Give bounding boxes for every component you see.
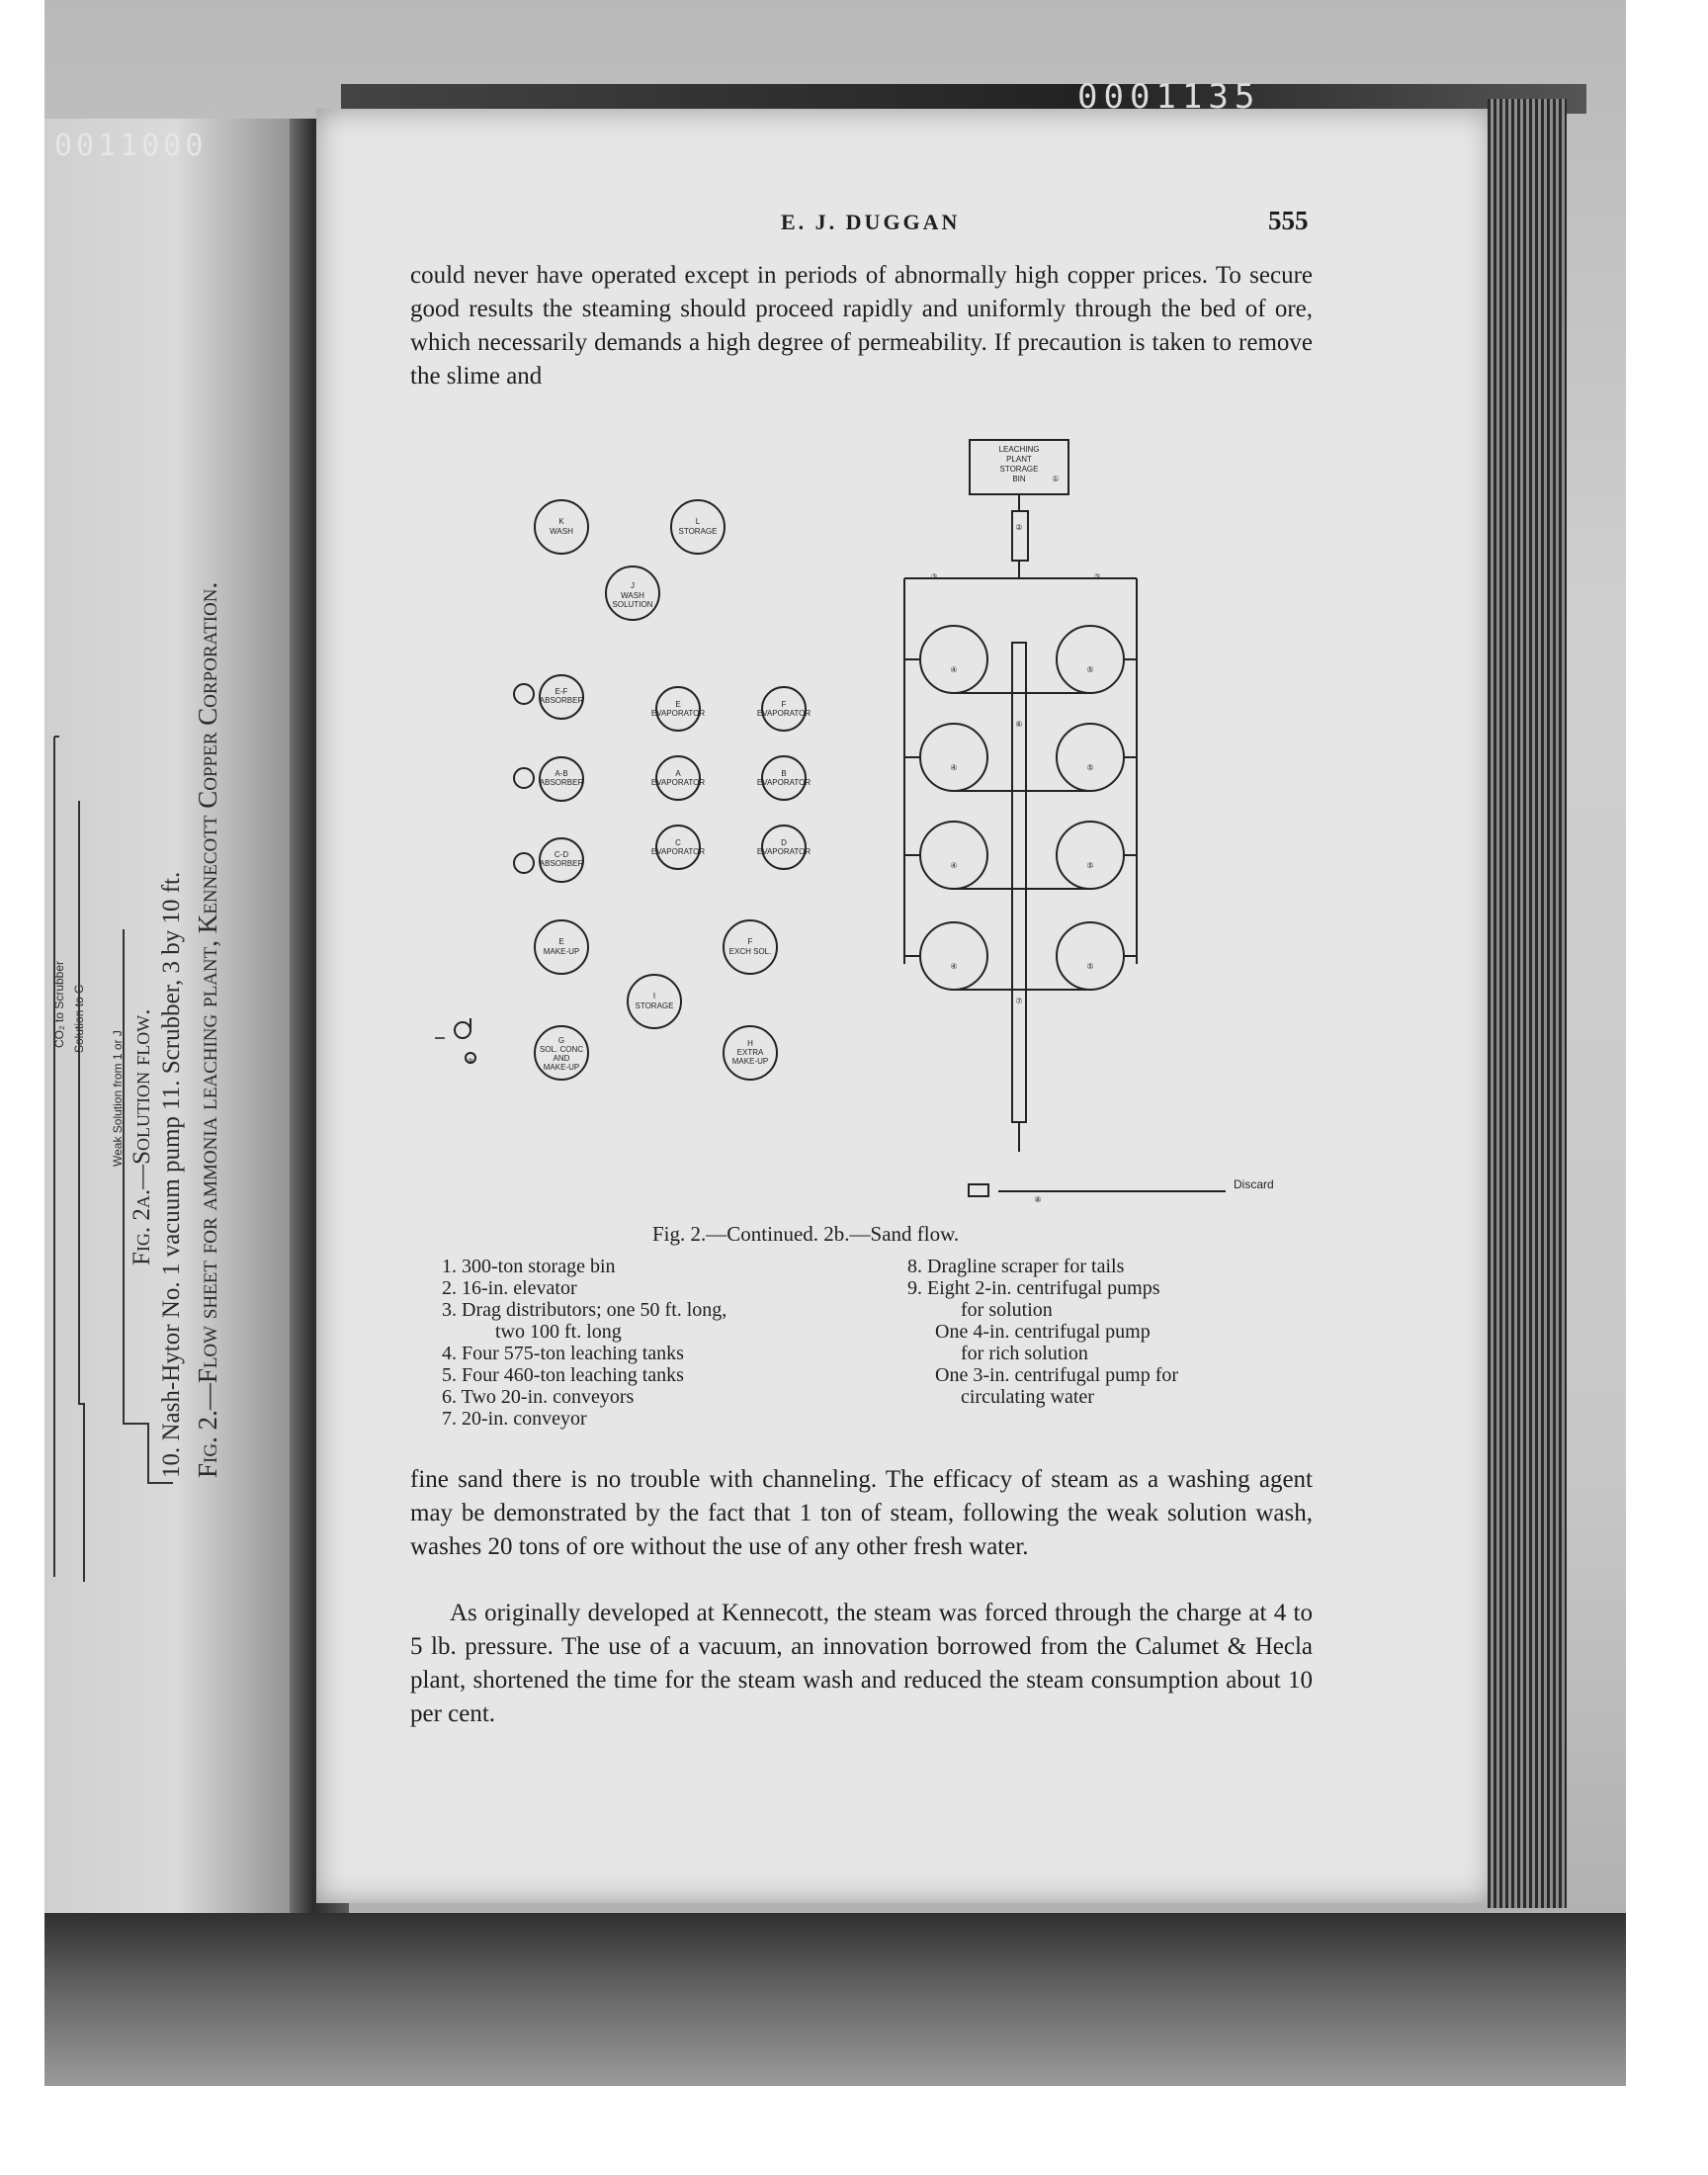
flow-sheet-figure: [435, 425, 1344, 1216]
legend-item: two 100 ft. long: [495, 1321, 622, 1343]
svg-text:E: E: [675, 700, 681, 709]
svg-text:STORAGE: STORAGE: [678, 527, 718, 536]
svg-text:STORAGE: STORAGE: [635, 1001, 674, 1010]
rotated-legend-line: 10. Nash-Hytor No. 1 vacuum pump 11. Scrubber, 3 by 10 ft.: [158, 871, 185, 1478]
page-edges: [1488, 99, 1567, 1908]
svg-text:K: K: [558, 517, 564, 526]
page-number: 555: [1268, 206, 1309, 235]
svg-text:EVAPORATOR: EVAPORATOR: [756, 778, 811, 787]
svg-text:③: ③: [1093, 572, 1101, 581]
svg-text:A: A: [675, 769, 681, 778]
legend-item: 4. Four 575-ton leaching tanks: [442, 1343, 684, 1364]
svg-text:D: D: [781, 838, 787, 847]
svg-text:H: H: [747, 1039, 753, 1048]
svg-text:⑦: ⑦: [1015, 997, 1023, 1005]
leaching-tank-4: [920, 626, 987, 693]
svg-text:②: ②: [1015, 523, 1023, 532]
legend-right: [907, 1256, 1178, 1408]
svg-text:⑥: ⑥: [1015, 720, 1023, 729]
legend-item: 2. 16-in. elevator: [442, 1277, 577, 1299]
leaching-tank-5: [1057, 822, 1124, 889]
svg-text:B: B: [781, 769, 787, 778]
leaching-tank-4: [920, 822, 987, 889]
svg-text:I: I: [652, 992, 656, 1000]
stamp-number-left: 0011000: [54, 129, 208, 163]
svg-text:ABSORBER: ABSORBER: [539, 696, 584, 705]
svg-text:L: L: [695, 517, 701, 526]
leaching-tank-5: [1057, 724, 1124, 791]
svg-text:①: ①: [1052, 475, 1060, 483]
svg-text:WASH: WASH: [621, 591, 644, 600]
leaching-tank-4: [920, 922, 987, 990]
svg-text:⑧: ⑧: [1034, 1195, 1042, 1204]
svg-text:ABSORBER: ABSORBER: [539, 859, 584, 868]
legend-item: One 4-in. centrifugal pump: [935, 1321, 1151, 1343]
rotated-figure-caption: Fig. 2.—Flow sheet for ammonia leaching plant, Kennecott Copper Corporation.: [193, 581, 222, 1478]
svg-text:EVAPORATOR: EVAPORATOR: [756, 709, 811, 718]
discard-label: Discard: [1234, 1177, 1274, 1191]
svg-text:G: G: [557, 1036, 565, 1045]
legend-item: 3. Drag distributors; one 50 ft. long,: [442, 1299, 727, 1321]
rotated-flow-label-weak: Weak Solution from 1 or J: [111, 1030, 125, 1167]
svg-text:C-D: C-D: [554, 850, 569, 859]
svg-text:⑤: ⑤: [1086, 665, 1094, 674]
svg-text:SOLUTION: SOLUTION: [612, 600, 653, 609]
svg-text:E-F: E-F: [555, 687, 568, 696]
paragraph-bottom: As originally developed at Kennecott, the steam was forced through the charge at 4 to 5 lb. pressure. The use of a vacuum, an innovation borrowed from the Calumet & Hecla plant, shortened the time for the steam wash and reduced the steam consumption about 10 per cent.: [410, 1600, 1313, 1727]
stamp-number-top: 0001135: [1077, 77, 1261, 117]
conveyor: [1012, 643, 1026, 1122]
svg-text:⑤: ⑤: [1086, 861, 1094, 870]
legend-item: 5. Four 460-ton leaching tanks: [442, 1364, 684, 1386]
legend-item: for rich solution: [961, 1343, 1088, 1364]
svg-text:EVAPORATOR: EVAPORATOR: [756, 847, 811, 856]
svg-text:ABSORBER: ABSORBER: [539, 778, 584, 787]
svg-text:F: F: [781, 700, 787, 709]
left-flow-lines: [40, 732, 178, 1592]
svg-text:MAKE-UP: MAKE-UP: [731, 1057, 769, 1066]
svg-text:EVAPORATOR: EVAPORATOR: [650, 778, 706, 787]
svg-text:④: ④: [950, 962, 958, 971]
legend-item: 7. 20-in. conveyor: [442, 1408, 587, 1430]
legend-item: circulating water: [961, 1386, 1094, 1408]
svg-text:A-B: A-B: [555, 769, 568, 778]
svg-text:J: J: [631, 581, 635, 590]
svg-text:AND: AND: [553, 1054, 570, 1063]
svg-text:EXTRA: EXTRA: [736, 1048, 764, 1057]
dragline-scraper: [969, 1184, 988, 1196]
legend-item: 6. Two 20-in. conveyors: [442, 1386, 635, 1408]
legend-item: 8. Dragline scraper for tails: [907, 1256, 1125, 1277]
svg-text:MAKE-UP: MAKE-UP: [543, 1063, 580, 1072]
leaching-tank-5: [1057, 922, 1124, 990]
svg-text:③: ③: [930, 572, 938, 581]
legend-item: for solution: [961, 1299, 1053, 1321]
svg-text:C: C: [675, 838, 681, 847]
svg-text:④: ④: [950, 861, 958, 870]
svg-text:EXCH SOL.: EXCH SOL.: [728, 947, 772, 956]
running-head: E. J. DUGGAN: [781, 210, 961, 234]
bottom-shadow: [44, 1913, 1626, 2086]
rotated-flow-label-co2: CO₂ to Scrubber: [52, 960, 66, 1048]
figure-caption: Fig. 2.—Continued. 2b.—Sand flow.: [652, 1222, 960, 1246]
svg-text:EVAPORATOR: EVAPORATOR: [650, 847, 706, 856]
flow-diagram: [435, 425, 1344, 1216]
svg-text:PLANT: PLANT: [1006, 455, 1032, 464]
svg-text:④: ④: [950, 763, 958, 772]
rotated-flow-label-solution: Solution to G: [72, 984, 86, 1053]
svg-text:WASH: WASH: [550, 527, 573, 536]
paragraph-middle: fine sand there is no trouble with channeling. The efficacy of steam as a washing agent may be demonstrated by the fact that 1 ton of steam, following the weak solution wash, washes 20 tons of ore without the use of any other fresh water.: [410, 1466, 1313, 1560]
legend-item: One 3-in. centrifugal pump for: [935, 1364, 1179, 1386]
svg-text:E: E: [558, 937, 564, 946]
svg-text:⑤: ⑤: [1086, 763, 1094, 772]
svg-text:EVAPORATOR: EVAPORATOR: [650, 709, 706, 718]
leaching-tank-5: [1057, 626, 1124, 693]
svg-text:BIN: BIN: [1012, 475, 1026, 483]
svg-text:⑤: ⑤: [1086, 962, 1094, 971]
svg-text:MAKE-UP: MAKE-UP: [543, 947, 580, 956]
svg-text:LEACHING: LEACHING: [998, 445, 1040, 454]
paragraph-top: could never have operated except in periods of abnormally high copper prices. To secure good results the steaming should proceed rapidly and uniformly through the bed of ore, which necessarily demands a high degree of permeability. If precaution is taken to remove the slime and: [410, 262, 1313, 390]
svg-text:⑨: ⑨: [467, 1057, 474, 1066]
legend-left: [442, 1256, 726, 1430]
svg-text:F: F: [747, 937, 753, 946]
elevator: [1012, 511, 1028, 561]
svg-text:SOL. CONC: SOL. CONC: [539, 1045, 584, 1054]
leaching-tank-4: [920, 724, 987, 791]
legend-item: 9. Eight 2-in. centrifugal pumps: [907, 1277, 1160, 1299]
svg-text:STORAGE: STORAGE: [999, 465, 1039, 474]
svg-text:④: ④: [950, 665, 958, 674]
legend-item: 1. 300-ton storage bin: [442, 1256, 616, 1277]
rotated-subfigure-caption: Fig. 2a.—Solution flow.: [128, 1008, 155, 1265]
